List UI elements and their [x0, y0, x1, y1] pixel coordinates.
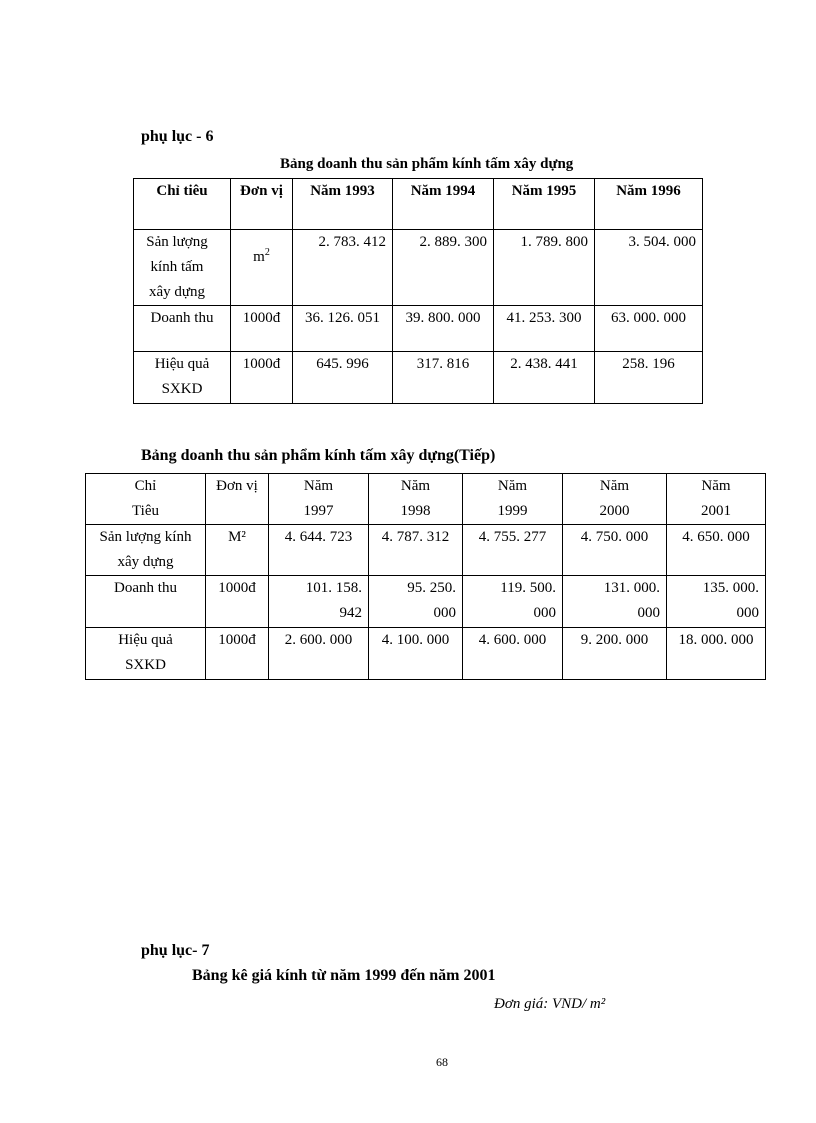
revenue-table-1997-2001: [85, 473, 766, 680]
table-row: [86, 628, 766, 680]
value-cell: 4. 600. 000: [463, 628, 563, 680]
row-label: Doanh thu: [134, 306, 231, 352]
row-label: Hiệu quả SXKD: [86, 628, 206, 680]
value-cell: 4. 644. 723: [269, 525, 369, 576]
revenue-table-1993-1996: [133, 178, 703, 404]
value-cell: 2. 600. 000: [269, 628, 369, 680]
header-cell: Năm 1996: [595, 179, 703, 230]
table2-title: Bảng doanh thu sản phẩm kính tấm xây dựng(Tiếp): [141, 447, 496, 464]
value-cell: 119. 500. 000: [463, 576, 563, 628]
table-row: [134, 306, 703, 352]
price-table-title: Bảng kê giá kính từ năm 1999 đến năm 2001: [192, 967, 496, 984]
value-cell: 41. 253. 300: [494, 306, 595, 352]
value-cell: 4. 650. 000: [667, 525, 766, 576]
unit-cell: M²: [206, 525, 269, 576]
value-cell: 645. 996: [293, 352, 393, 404]
value-cell: 2. 438. 441: [494, 352, 595, 404]
value-cell: 258. 196: [595, 352, 703, 404]
table-row: [86, 525, 766, 576]
value-cell: 9. 200. 000: [563, 628, 667, 680]
unit-cell: [231, 230, 293, 306]
table-row: [86, 576, 766, 628]
value-cell: 101. 158. 942: [269, 576, 369, 628]
header-cell: Năm 1998: [369, 474, 463, 525]
value-cell: 3. 504. 000: [595, 230, 703, 306]
header-cell: Chỉ tiêu: [134, 179, 231, 230]
header-cell: Năm 1995: [494, 179, 595, 230]
row-label: Hiệu quả SXKD: [134, 352, 231, 404]
value-cell: 2. 889. 300: [393, 230, 494, 306]
unit-text: m: [253, 249, 265, 265]
value-cell: 2. 783. 412: [293, 230, 393, 306]
table-header-row: [86, 474, 766, 525]
table1-title: Bảng doanh thu sản phẩm kính tấm xây dựng: [280, 156, 574, 172]
table-header-row: [134, 179, 703, 230]
value-cell: 95. 250. 000: [369, 576, 463, 628]
value-cell: 63. 000. 000: [595, 306, 703, 352]
header-cell: Đơn vị: [231, 179, 293, 230]
header-cell: Năm 2001: [667, 474, 766, 525]
value-cell: 4. 755. 277: [463, 525, 563, 576]
header-cell: Năm 2000: [563, 474, 667, 525]
appendix-6-heading: phụ lục - 6: [141, 128, 214, 145]
unit-cell: 1000đ: [231, 352, 293, 404]
header-cell: Đơn vị: [206, 474, 269, 525]
unit-price-note: Đơn giá: VND/ m²: [494, 996, 606, 1012]
unit-cell: 1000đ: [206, 576, 269, 628]
value-cell: 4. 100. 000: [369, 628, 463, 680]
unit-superscript: 2: [264, 247, 270, 258]
table-row: [134, 352, 703, 404]
table-row: [134, 230, 703, 306]
value-cell: 317. 816: [393, 352, 494, 404]
header-cell: Chỉ Tiêu: [86, 474, 206, 525]
header-cell: Năm 1994: [393, 179, 494, 230]
row-label: Sản lượng kính xây dựng: [86, 525, 206, 576]
unit-cell: 1000đ: [231, 306, 293, 352]
header-cell: Năm 1999: [463, 474, 563, 525]
value-cell: 4. 787. 312: [369, 525, 463, 576]
value-cell: 36. 126. 051: [293, 306, 393, 352]
header-cell: Năm 1993: [293, 179, 393, 230]
row-label: Doanh thu: [86, 576, 206, 628]
value-cell: 1. 789. 800: [494, 230, 595, 306]
row-label: Sản lượng kính tấm xây dựng: [134, 230, 231, 306]
value-cell: 4. 750. 000: [563, 525, 667, 576]
page-number: 68: [436, 1055, 448, 1069]
value-cell: 131. 000. 000: [563, 576, 667, 628]
value-cell: 18. 000. 000: [667, 628, 766, 680]
value-cell: 39. 800. 000: [393, 306, 494, 352]
value-cell: 135. 000. 000: [667, 576, 766, 628]
appendix-7-heading: phụ lục- 7: [141, 942, 210, 959]
header-cell: Năm 1997: [269, 474, 369, 525]
unit-cell: 1000đ: [206, 628, 269, 680]
